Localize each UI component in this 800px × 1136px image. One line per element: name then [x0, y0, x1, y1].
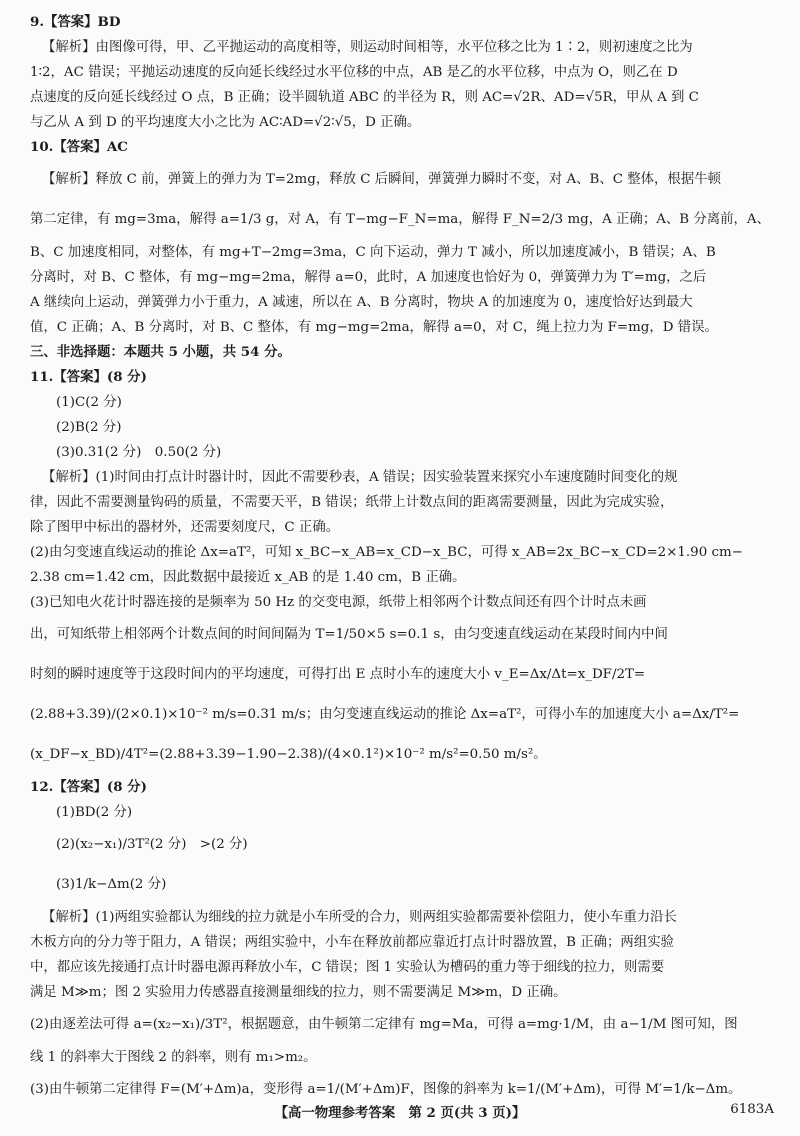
- text-line: 12.【答案】(8 分): [30, 779, 147, 795]
- text-line: (2)B(2 分): [56, 420, 122, 435]
- text-line: 【解析】释放 C 前，弹簧上的弹力为 T=2mg，释放 C 后瞬间，弹簧弹力瞬时不变，对 A、B、C 整体，根据牛顿: [42, 172, 721, 187]
- text-line: 【解析】(1)两组实验都认为细线的拉力就是小车所受的合力，则两组实验都需要补偿阻力，使小车重力沿长: [42, 910, 677, 925]
- answer-content: [30, 10, 774, 1110]
- text-line: B、C 加速度相同，对整体，有 mg+T−2mg=3ma，C 向下运动，弹力 T 减小，所以加速度减小，B 错误；A、B: [30, 245, 716, 260]
- text-line: 分离时，对 B、C 整体，有 mg−mg=2ma，解得 a=0，此时，A 加速度也恰好为 0，弹簧弹力为 T′=mg，之后: [30, 270, 707, 285]
- text-line: 9.【答案】BD: [30, 14, 121, 30]
- text-line: 中，都应该先接通打点计时器电源再释放小车，C 错误；图 1 实验认为槽码的重力等于细线的拉力，则需要: [30, 960, 665, 975]
- text-line: (1)C(2 分): [56, 395, 122, 410]
- text-line: 时刻的瞬时速度等于这段时间内的平均速度，可得打出 E 点时小车的速度大小 v_E=Δx/Δt=x_DF/2T=: [30, 667, 646, 682]
- text-line: (1)BD(2 分): [56, 805, 133, 820]
- text-line: 律，因此不需要测量钩码的质量，不需要天平，B 错误；纸带上计数点间的距离需要测量，因此为完成实验，: [30, 495, 674, 510]
- text-line: (2)(x₂−x₁)/3T²(2 分) >(2 分): [56, 837, 248, 852]
- footer-title: 【高一物理参考答案 第 2 页(共 3 页)】: [274, 1105, 526, 1121]
- text-line: 木板方向的分力等于阻力，A 错误；两组实验中，小车在释放前都应靠近打点计时器放置，B 正确；两组实验: [30, 935, 674, 950]
- text-line: (x_DF−x_BD)/4T²=(2.88+3.39−1.90−2.38)/(4×0.1²)×10⁻² m/s²=0.50 m/s²。: [30, 747, 547, 762]
- footer-code: 6183A: [730, 1102, 774, 1117]
- text-line: 【解析】由图像可得，甲、乙平抛运动的高度相等，则运动时间相等，水平位移之比为 1∶2，则初速度之比为: [42, 40, 693, 55]
- text-line: 除了图甲中标出的器材外，还需要刻度尺，C 正确。: [30, 520, 340, 535]
- page-footer: [0, 1102, 800, 1122]
- text-line: (2.88+3.39)/(2×0.1)×10⁻² m/s=0.31 m/s；由匀变速直线运动的推论 Δx=aT²，可得小车的加速度大小 a=Δx/T²=: [30, 707, 740, 722]
- text-line: 10.【答案】AC: [30, 139, 128, 155]
- text-line: 出，可知纸带上相邻两个计数点间的时间间隔为 T=1/50×5 s=0.1 s，由匀变速直线运动在某段时间内中间: [30, 627, 668, 642]
- text-line: 【解析】(1)时间由打点计时器计时，因此不需要秒表，A 错误；因实验装置来探究小车速度随时间变化的规: [42, 470, 678, 485]
- text-line: 1∶2，AC 错误；平抛运动速度的反向延长线经过水平位移的中点，AB 是乙的水平位移，中点为 O，则乙在 D: [30, 65, 678, 80]
- text-line: 点速度的反向延长线经过 O 点，B 正确；设半圆轨道 ABC 的半径为 R，则 AC=√2R、AD=√5R，甲从 A 到 C: [30, 90, 699, 105]
- text-line: 值，C 正确；A、B 分离时，对 B、C 整体，有 mg−mg=2ma，解得 a=0，对 C，绳上拉力为 F=mg，D 错误。: [30, 320, 718, 335]
- text-line: (3)由牛顿第二定律得 F=(M′+Δm)a，变形得 a=1/(M′+Δm)F，图像的斜率为 k=1/(M′+Δm)，可得 M′=1/k−Δm。: [30, 1082, 742, 1097]
- text-line: (3)0.31(2 分) 0.50(2 分): [56, 445, 222, 460]
- text-line: 三、非选择题：本题共 5 小题，共 54 分。: [30, 344, 291, 360]
- text-line: (3)1/k−Δm(2 分): [56, 877, 167, 892]
- text-line: 满足 M≫m；图 2 实验用力传感器直接测量细线的拉力，则不需要满足 M≫m，D 正确。: [30, 985, 567, 1000]
- text-line: 线 1 的斜率大于图线 2 的斜率，则有 m₁>m₂。: [30, 1050, 317, 1065]
- text-line: (3)已知电火花计时器连接的是频率为 50 Hz 的交变电源，纸带上相邻两个计数点间还有四个计时点未画: [30, 595, 647, 610]
- text-line: 第二定律，有 mg=3ma，解得 a=1/3 g，对 A，有 T−mg−F_N=ma，解得 F_N=2/3 mg，A 正确；A、B 分离前，A、: [30, 212, 770, 227]
- text-line: (2)由逐差法可得 a=(x₂−x₁)/3T²，根据题意，由牛顿第二定律有 mg=Ma，可得 a=mg·1/M，由 a−1/M 图可知，图: [30, 1017, 738, 1032]
- text-line: 与乙从 A 到 D 的平均速度大小之比为 AC∶AD=√2∶√5，D 正确。: [30, 115, 421, 130]
- text-line: 2.38 cm=1.42 cm，因此数据中最接近 x_AB 的是 1.40 cm，B 正确。: [30, 570, 466, 585]
- text-line: A 继续向上运动，弹簧弹力小于重力，A 减速，所以在 A、B 分离时，物块 A 的加速度为 0，速度恰好达到最大: [30, 295, 693, 310]
- text-line: (2)由匀变速直线运动的推论 Δx=aT²，可知 x_BC−x_AB=x_CD−x_BC，可得 x_AB=2x_BC−x_CD=2×1.90 cm−: [30, 545, 743, 560]
- text-line: 11.【答案】(8 分): [30, 369, 147, 385]
